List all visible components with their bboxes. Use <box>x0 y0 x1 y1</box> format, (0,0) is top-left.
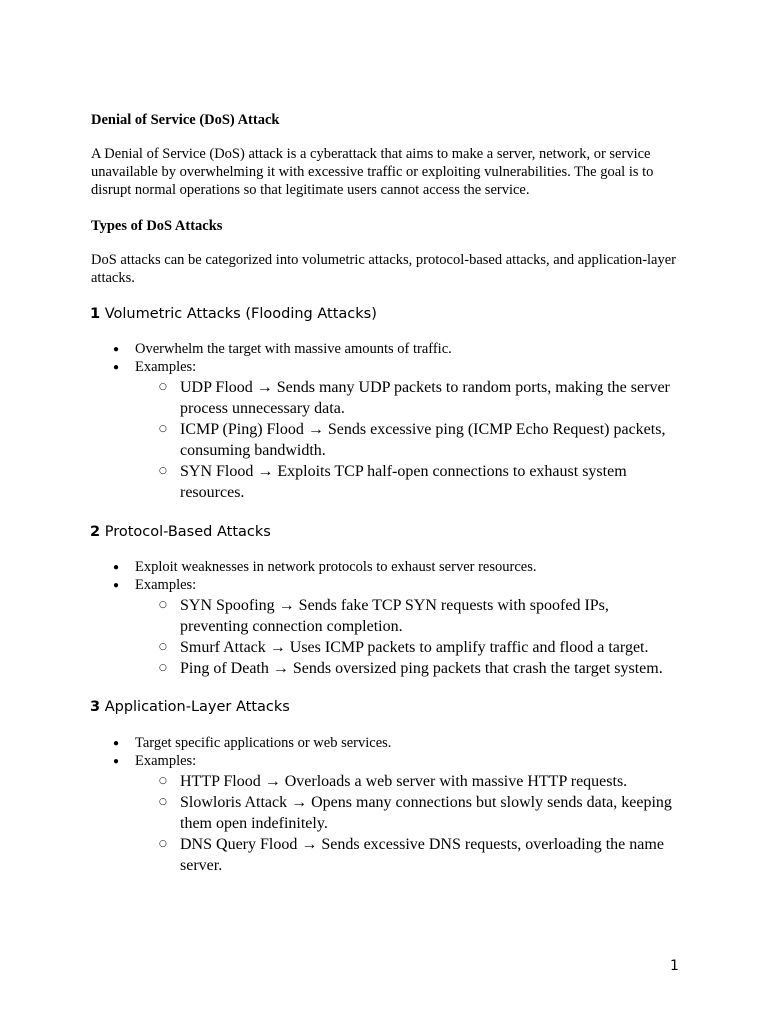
section-heading <box>90 522 271 542</box>
bullet-icon: ● <box>113 562 120 573</box>
list-item: Overwhelm the target with massive amounts of traffic. <box>135 341 452 357</box>
section-heading <box>90 304 377 324</box>
circle-bullet-icon: ○ <box>159 382 167 392</box>
bullet-icon: ● <box>113 344 120 355</box>
circle-bullet-icon: ○ <box>159 642 167 652</box>
section-number: 3 <box>90 699 101 715</box>
circle-bullet-icon: ○ <box>159 466 167 476</box>
list-item: Target specific applications or web services. <box>135 735 392 751</box>
sub-list-item: UDP Flood → Sends many UDP packets to random ports, making the server process unnecessary data. <box>180 379 670 417</box>
bullet-icon: ● <box>113 580 120 591</box>
circle-bullet-icon: ○ <box>159 424 167 434</box>
types-intro-paragraph: DoS attacks can be categorized into volumetric attacks, protocol-based attacks, and application-layer attacks. <box>91 252 677 286</box>
sub-list-item: Smurf Attack → Uses ICMP packets to amplify traffic and flood a target. <box>180 639 649 656</box>
sub-list-item: Slowloris Attack → Opens many connections but slowly sends data, keeping them open indefinitely. <box>180 794 672 832</box>
bullet-icon: ● <box>113 362 120 373</box>
document-title: Denial of Service (DoS) Attack <box>91 112 280 128</box>
circle-bullet-icon: ○ <box>159 600 167 610</box>
bullet-icon: ● <box>113 738 120 749</box>
section-number: 2 <box>90 524 101 540</box>
page-number: 1 <box>670 958 679 974</box>
sub-list-item: ICMP (Ping) Flood → Sends excessive ping (ICMP Echo Request) packets, consuming bandwidth. <box>180 421 666 459</box>
intro-paragraph: A Denial of Service (DoS) attack is a cyberattack that aims to make a server, network, or service unavailable by overwhelming it with excessive traffic or exploiting vulnerabilities. The goal is to disrupt normal operations so that legitimate users cannot access the service. <box>91 146 654 198</box>
sub-list-item: SYN Spoofing → Sends fake TCP SYN requests with spoofed IPs, preventing connection completion. <box>180 597 609 635</box>
section-title: Volumetric Attacks (Flooding Attacks) <box>104 306 377 322</box>
circle-bullet-icon: ○ <box>159 839 167 849</box>
list-item: Examples: <box>135 577 197 593</box>
circle-bullet-icon: ○ <box>159 797 167 807</box>
sub-list-item: DNS Query Flood → Sends excessive DNS requests, overloading the name server. <box>180 836 664 874</box>
list-item: Examples: <box>135 753 197 769</box>
section-title: Application-Layer Attacks <box>104 699 290 715</box>
sub-list-item: HTTP Flood → Overloads a web server with massive HTTP requests. <box>180 773 628 790</box>
bullet-icon: ● <box>113 756 120 767</box>
types-heading: Types of DoS Attacks <box>91 218 223 234</box>
circle-bullet-icon: ○ <box>159 776 167 786</box>
list-item: Exploit weaknesses in network protocols to exhaust server resources. <box>135 559 537 575</box>
circle-bullet-icon: ○ <box>159 663 167 673</box>
sub-list-item: Ping of Death → Sends oversized ping packets that crash the target system. <box>180 660 663 677</box>
section-heading <box>90 697 290 717</box>
section-number: 1 <box>90 306 101 322</box>
sub-list-item: SYN Flood → Exploits TCP half-open connections to exhaust system resources. <box>180 463 627 501</box>
list-item: Examples: <box>135 359 197 375</box>
section-title: Protocol-Based Attacks <box>104 524 271 540</box>
